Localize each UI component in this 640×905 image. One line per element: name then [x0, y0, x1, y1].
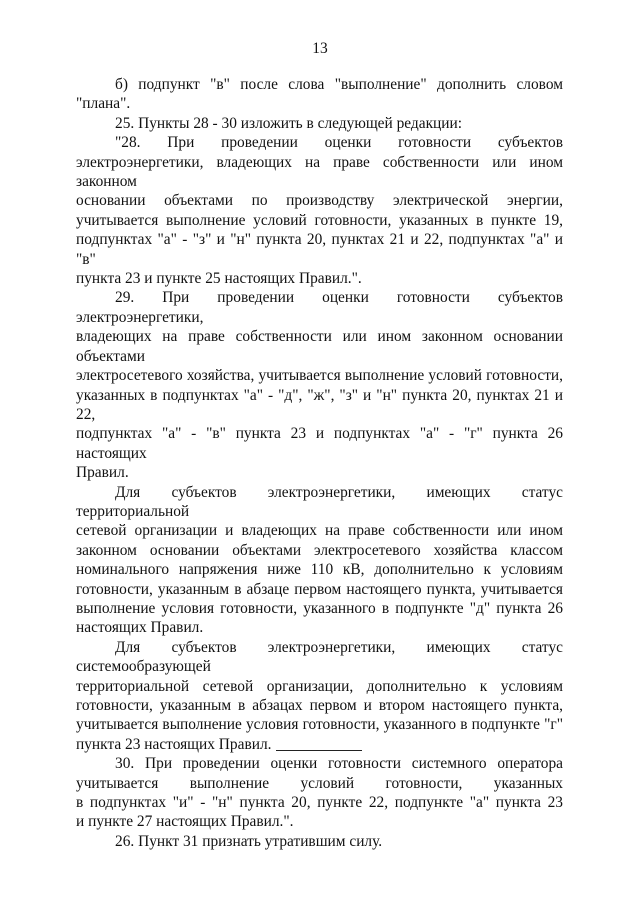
line: учитывается выполнение условий готовности, указанных в пункте 19, — [76, 211, 563, 229]
line: учитывается выполнение условия готовности, указанного в подпункте "г" — [76, 716, 563, 734]
line: Для субъектов электроэнергетики, имеющих статус системообразующей — [76, 638, 563, 676]
line: указанных в подпунктах "а" - "д", "ж", "з" и "н" пункта 20, пунктах 21 и 22, — [76, 386, 563, 423]
line: электросетевого хозяйства, учитывается выполнение условий готовности, — [76, 367, 563, 385]
page-number: 13 — [312, 40, 328, 57]
line: 26. Пункт 31 признать утратившим силу. — [115, 832, 383, 850]
line: готовности, указанным в абзаце первом настоящего пункта, учитывается — [76, 580, 563, 598]
line: владеющих на праве собственности или ином законном основании объектами — [76, 328, 563, 365]
line: "плана". — [76, 95, 131, 113]
line: настоящих Правил. — [76, 619, 204, 637]
line: учитывается выполнение условий готовности, указанных — [76, 774, 563, 792]
line: Для субъектов электроэнергетики, имеющих статус территориальной — [76, 483, 563, 520]
line: пункта 23 и пункте 25 настоящих Правил.". — [76, 270, 362, 288]
line: и пункте 27 настоящих Правил.". — [76, 813, 294, 831]
line: 30. При проведении оценки готовности системного оператора — [115, 755, 563, 773]
line: готовности, указанным в абзацах первом и втором настоящего пункта, — [76, 697, 563, 714]
document-body — [76, 75, 563, 851]
line: 25. Пункты 28 - 30 изложить в следующей редакции: — [115, 114, 463, 132]
line: подпунктах "а" - "в" пункта 23 и подпунктах "а" - "г" пункта 26 настоящих — [76, 425, 563, 462]
line: выполнение условия готовности, указанного в подпункте "д" пункта 26 — [76, 599, 563, 617]
line: б) подпункт "в" после слова "выполнение" дополнить словом — [115, 76, 563, 93]
line: пункта 23 настоящих Правил. — [76, 735, 272, 753]
line: "28. При проведении оценки готовности субъектов — [115, 134, 563, 152]
line: основании объектами по производству электрической энергии, — [76, 192, 563, 210]
line: 29. При проведении оценки готовности субъектов электроэнергетики, — [76, 289, 563, 326]
line: Правил. — [76, 464, 129, 482]
line: законном основании объектами электросетевого хозяйства классом — [76, 541, 563, 559]
line: сетевой организации и владеющих на праве собственности или ином — [76, 522, 563, 540]
line: электроэнергетики, владеющих на праве собственности или ином законном — [76, 153, 563, 191]
line: территориальной сетевой организации, дополнительно к условиям — [76, 677, 563, 695]
line: в подпунктах "и" - "н" пункта 20, пункте 22, подпункте "а" пункта 23 — [76, 794, 563, 812]
line: номинального напряжения ниже 110 кВ, дополнительно к условиям — [76, 561, 563, 579]
line: подпунктах "а" - "з" и "н" пункта 20, пунктах 21 и 22, подпунктах "а" и "в" — [76, 231, 563, 268]
closing-rule — [276, 750, 362, 751]
